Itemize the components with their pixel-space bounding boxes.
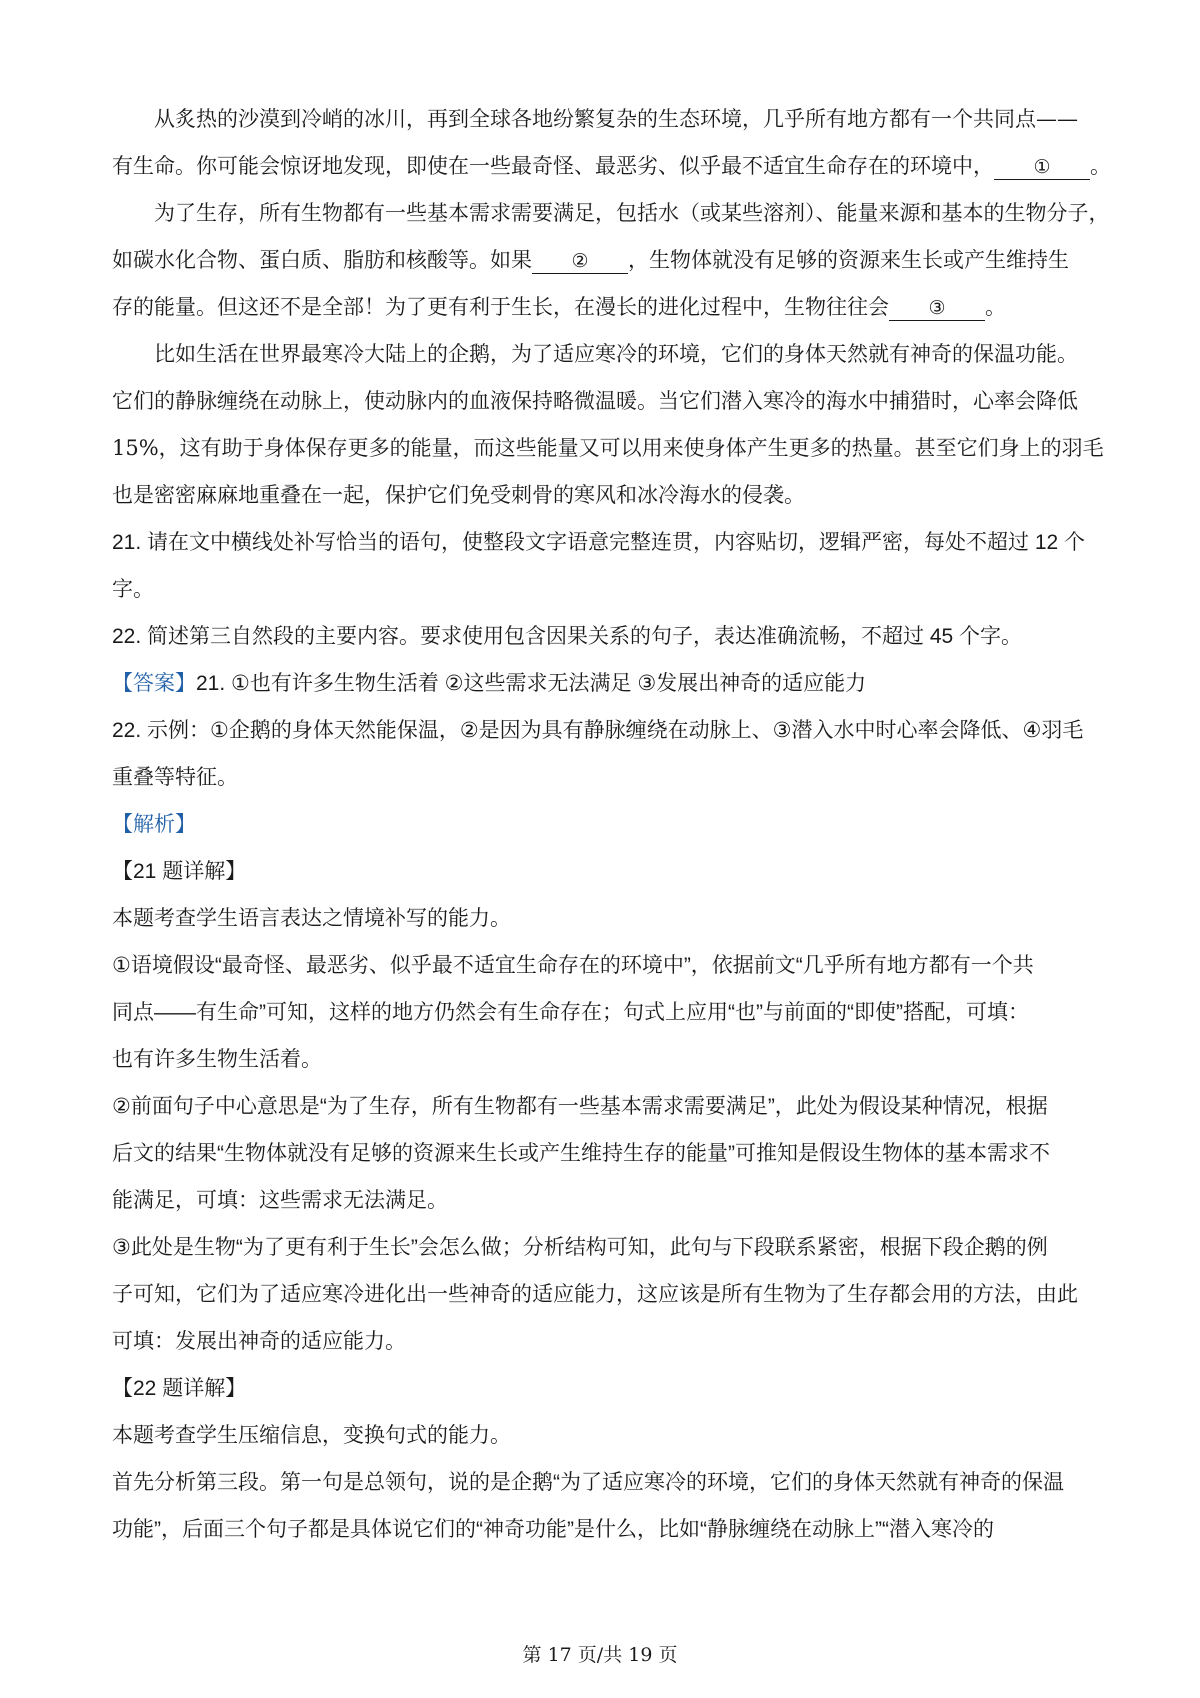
answer-22-line1: 22. 示例：①企鹅的身体天然能保温，②是因为具有静脉缠绕在动脉上、③潜入水中时心率会降低、④羽毛 — [112, 719, 1084, 742]
analysis-line-11: 本题考查学生压缩信息，变换句式的能力。 — [112, 1424, 511, 1447]
passage-p2-line2 — [112, 237, 1102, 284]
passage-p1-line2-end: 。 — [1090, 154, 1111, 178]
analysis-21-heading: 【21 题详解】 — [112, 860, 247, 883]
analysis-line-5: ②前面句子中心意思是“为了生存，所有生物都有一些基本需求需要满足”，此处为假设某种情况，根据 — [112, 1095, 1048, 1118]
passage-p2-line3-text: 存的能量。但这还不是全部！为了更有利于生长，在漫长的进化过程中，生物往往会 — [112, 295, 889, 319]
passage-p2-line3-end: 。 — [985, 295, 1006, 319]
question-21-line2: 字。 — [112, 578, 154, 601]
page-content — [112, 96, 1111, 1553]
passage-p3-line2: 它们的静脉缠绕在动脉上，使动脉内的血液保持略微温暖。当它们潜入寒冷的海水中捕猎时，心率会降低 — [112, 389, 1078, 413]
passage-p1-line2-text: 有生命。你可能会惊讶地发现，即使在一些最奇怪、最恶劣、似乎最不适宜生命存在的环境中， — [112, 154, 994, 178]
question-21-line1: 21. 请在文中横线处补写恰当的语句，使整段文字语意完整连贯，内容贴切，逻辑严密，每处不超过 12 个 — [112, 531, 1086, 554]
passage-p1-line2 — [112, 143, 1111, 190]
analysis-line-13: 功能”，后面三个句子都是具体说它们的“神奇功能”是什么，比如“静脉缠绕在动脉上”“潜入寒冷的 — [112, 1518, 994, 1541]
answer-tag: 【答案】 — [112, 672, 196, 695]
analysis-line-9: 子可知，它们为了适应寒冷进化出一些神奇的适应能力，这应该是所有生物为了生存都会用的方法，由此 — [112, 1283, 1078, 1306]
analysis-line-6: 后文的结果“生物体就没有足够的资源来生长或产生维持生存的能量”可推知是假设生物体的基本需求不 — [112, 1142, 1050, 1165]
analysis-line-7: 能满足，可填：这些需求无法满足。 — [112, 1189, 448, 1212]
analysis-line-8: ③此处是生物“为了更有利于生长”会怎么做；分析结构可知，此句与下段联系紧密，根据下段企鹅的例 — [112, 1236, 1048, 1259]
passage-p2-line1: 为了生存，所有生物都有一些基本需求需要满足，包括水（或某些溶剂）、能量来源和基本的生物分子， — [154, 201, 1110, 225]
fill-blank-1: ① — [994, 155, 1090, 180]
passage-p3-line4: 也是密密麻麻地重叠在一起，保护它们免受刺骨的寒风和冰冷海水的侵袭。 — [112, 483, 805, 507]
fill-blank-3: ③ — [889, 296, 985, 321]
page-footer: 第 17 页/共 19 页 — [522, 1644, 678, 1666]
answer-21: 21. ①也有许多生物生活着 ②这些需求无法满足 ③发展出神奇的适应能力 — [196, 672, 867, 695]
analysis-tag: 【解析】 — [112, 813, 196, 836]
fill-blank-2: ② — [532, 249, 628, 274]
analysis-line-10: 可填：发展出神奇的适应能力。 — [112, 1330, 406, 1353]
analysis-line-2: ①语境假设“最奇怪、最恶劣、似乎最不适宜生命存在的环境中”，依据前文“几乎所有地方都有一个共 — [112, 954, 1034, 977]
answer-22-line2: 重叠等特征。 — [112, 766, 238, 789]
passage-p2-line2-end: ，生物体就没有足够的资源来生长或产生维持生 — [628, 248, 1069, 272]
passage-p2-line3 — [112, 284, 1102, 331]
passage-p3-line1: 比如生活在世界最寒冷大陆上的企鹅，为了适应寒冷的环境，它们的身体天然就有神奇的保温功能。 — [154, 342, 1078, 366]
passage-p1-line1: 从炙热的沙漠到冷峭的冰川，再到全球各地纷繁复杂的生态环境，几乎所有地方都有一个共同点—— — [154, 107, 1078, 131]
passage-p3-line3: 15%，这有助于身体保存更多的能量，而这些能量又可以用来使身体产生更多的热量。甚至它们身上的羽毛 — [112, 436, 1104, 460]
passage-p2-line2-text: 如碳水化合物、蛋白质、脂肪和核酸等。如果 — [112, 248, 532, 272]
question-22: 22. 简述第三自然段的主要内容。要求使用包含因果关系的句子，表达准确流畅，不超过 45 个字。 — [112, 625, 1023, 648]
analysis-line-1: 本题考查学生语言表达之情境补写的能力。 — [112, 907, 511, 930]
answer-line — [112, 660, 1102, 707]
analysis-22-heading: 【22 题详解】 — [112, 1377, 247, 1400]
analysis-line-4: 也有许多生物生活着。 — [112, 1048, 322, 1071]
analysis-line-12: 首先分析第三段。第一句是总领句，说的是企鹅“为了适应寒冷的环境，它们的身体天然就有神奇的保温 — [112, 1471, 1064, 1494]
analysis-line-3: 同点——有生命”可知，这样的地方仍然会有生命存在；句式上应用“也”与前面的“即使”搭配，可填： — [112, 1001, 1029, 1024]
